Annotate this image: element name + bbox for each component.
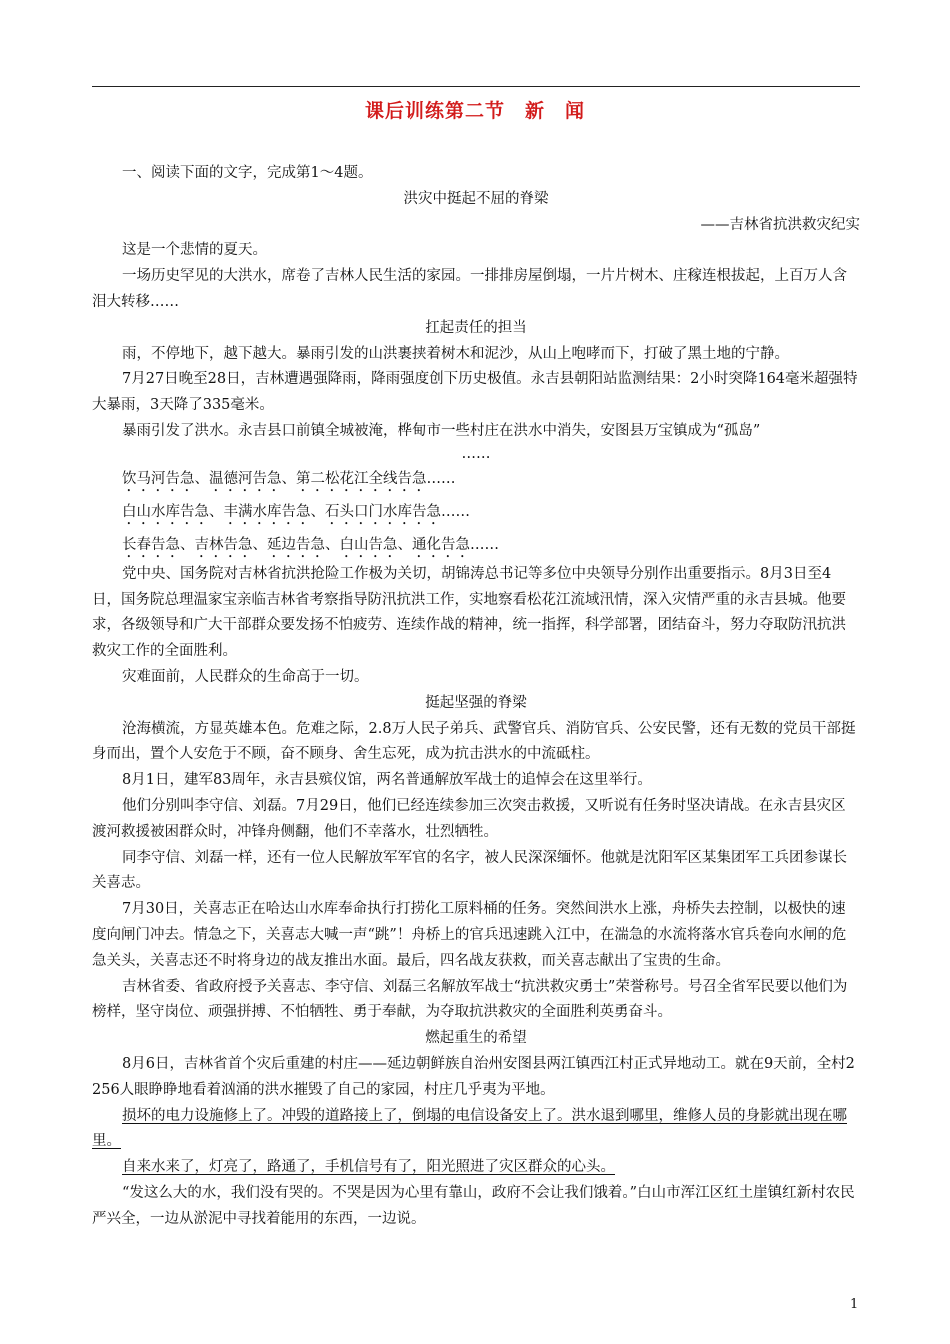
emphasis-text: 长春告急、吉林告急、延边告急、白山告急、通化告急…… [122,536,499,553]
emphasis-line [92,463,860,496]
paragraph: 8月1日，建军83周年，永吉县殡仪馆，两名普通解放军战士的追悼会在这里举行。 [122,772,652,789]
paragraph: 暴雨引发了洪水。永吉县口前镇全城被淹，桦甸市一些村庄在洪水中消失，安图县万宝镇成为“孤岛” [122,422,761,439]
underlined-text: 损坏的电力设施修上了。冲毁的道路接上了，倒塌的电信设备安上了。洪水退到哪里，维修人员的身影就出现在哪里。 [92,1107,847,1150]
paragraph: “发这么大的水，我们没有哭的。不哭是因为心里有靠山，政府不会让我们饿着。”白山市浑江区红土崖镇红新村农民严兴全，一边从淤泥中寻找着能用的东西，一边说。 [92,1184,855,1227]
article-title: 洪灾中挺起不屈的脊梁 [403,190,549,207]
header-rule [92,86,860,87]
underlined-paragraph [92,1155,860,1181]
paragraph: 他们分别叫李守信、刘磊。7月29日，他们已经连续参加三次突击救援，又听说有任务时坚决请战。在永吉县灾区渡河救援被困群众时，冲锋舟侧翻，他们不幸落水，壮烈牺牲。 [92,797,846,840]
emphasis-line [92,496,860,529]
page-title: 课后训练第二节 新 闻 [364,100,585,122]
emphasis-text: 白山水库告急、丰满水库告急、石头口门水库告急…… [122,503,470,520]
article-subtitle: ——吉林省抗洪救灾纪实 [700,216,860,233]
ellipsis: …… [461,445,491,462]
paragraph: 雨，不停地下，越下越大。暴雨引发的山洪裹挟着树木和泥沙，从山上咆哮而下，打破了黑土地的宁静。 [122,345,789,362]
emphasis-line [92,529,860,562]
instruction: 一、阅读下面的文字，完成第1～4题。 [122,165,373,181]
paragraph: 灾难面前，人民群众的生命高于一切。 [122,668,369,685]
paragraph: 吉林省委、省政府授予关喜志、李守信、刘磊三名解放军战士“抗洪救灾勇士”荣誉称号。号召全省军民要以他们为榜样，坚守岗位、顽强拼搏、不怕牺牲、勇于奉献，为夺取抗洪救灾的全面胜利英勇奋斗。 [92,978,848,1021]
paragraph: 沧海横流，方显英雄本色。危难之际，2.8万人民子弟兵、武警官兵、消防官兵、公安民警，还有无数的党员干部挺身而出，置个人安危于不顾，奋不顾身、舍生忘死，成为抗击洪水的中流砥柱。 [92,720,856,763]
paragraph: 8月6日，吉林省首个灾后重建的村庄——延边朝鲜族自治州安图县两江镇西江村正式异地动工。就在9天前，全村2 256人眼睁睁地看着汹涌的洪水摧毁了自己的家园，村庄几乎夷为平地。 [92,1055,855,1098]
paragraph: 同李守信、刘磊一样，还有一位人民解放军军官的名字，被人民深深缅怀。他就是沈阳军区某集团军工兵团参谋长关喜志。 [92,849,847,892]
paragraph: 7月27日晚至28日，吉林遭遇强降雨，降雨强度创下历史极值。永吉县朝阳站监测结果：2小时突降164毫米超强特大暴雨，3天降了335毫米。 [92,371,858,414]
paragraph: 7月30日，关喜志正在哈达山水库奉命执行打捞化工原料桶的任务。突然间洪水上涨，舟桥失去控制，以极快的速度向闸门冲去。情急之下，关喜志大喊一声“跳”！舟桥上的官兵迅速跳入江中，在湍急的水流将落水官兵卷向水闸的危急关头，关喜志还不时将身边的战友推出水面。最后，四名战友获救，而关喜志献出了宝贵的生命。 [92,901,847,969]
page-number: 1 [850,1297,859,1312]
paragraph: 这是一个悲情的夏天。 [122,242,267,259]
paragraph: 党中央、国务院对吉林省抗洪抢险工作极为关切，胡锦涛总书记等多位中央领导分别作出重要指示。8月3日至4日，国务院总理温家宝亲临吉林省考察指导防汛抗洪工作，实地察看松花江流域汛情，深入灾情严重的永吉县城。他要求，各级领导和广大干部群众要发扬不怕疲劳、连续作战的精神，统一指挥，科学部署，团结奋斗，努力夺取防汛抗洪救灾工作的全面胜利。 [92,565,846,660]
article-body [92,161,860,1232]
underlined-paragraph [92,1104,860,1156]
emphasis-text: 饮马河告急、温德河告急、第二松花江全线告急…… [122,470,456,487]
paragraph: 一场历史罕见的大洪水，席卷了吉林人民生活的家园。一排排房屋倒塌，一片片树木、庄稼连根拔起，上百万人含泪大转移…… [92,268,847,310]
section-heading: 挺起坚强的脊梁 [425,694,527,711]
underlined-text: 自来水来了，灯亮了，路通了，手机信号有了，阳光照进了灾区群众的心头。 [122,1159,615,1176]
section-heading: 扛起责任的担当 [425,319,527,336]
section-heading: 燃起重生的希望 [425,1030,527,1047]
